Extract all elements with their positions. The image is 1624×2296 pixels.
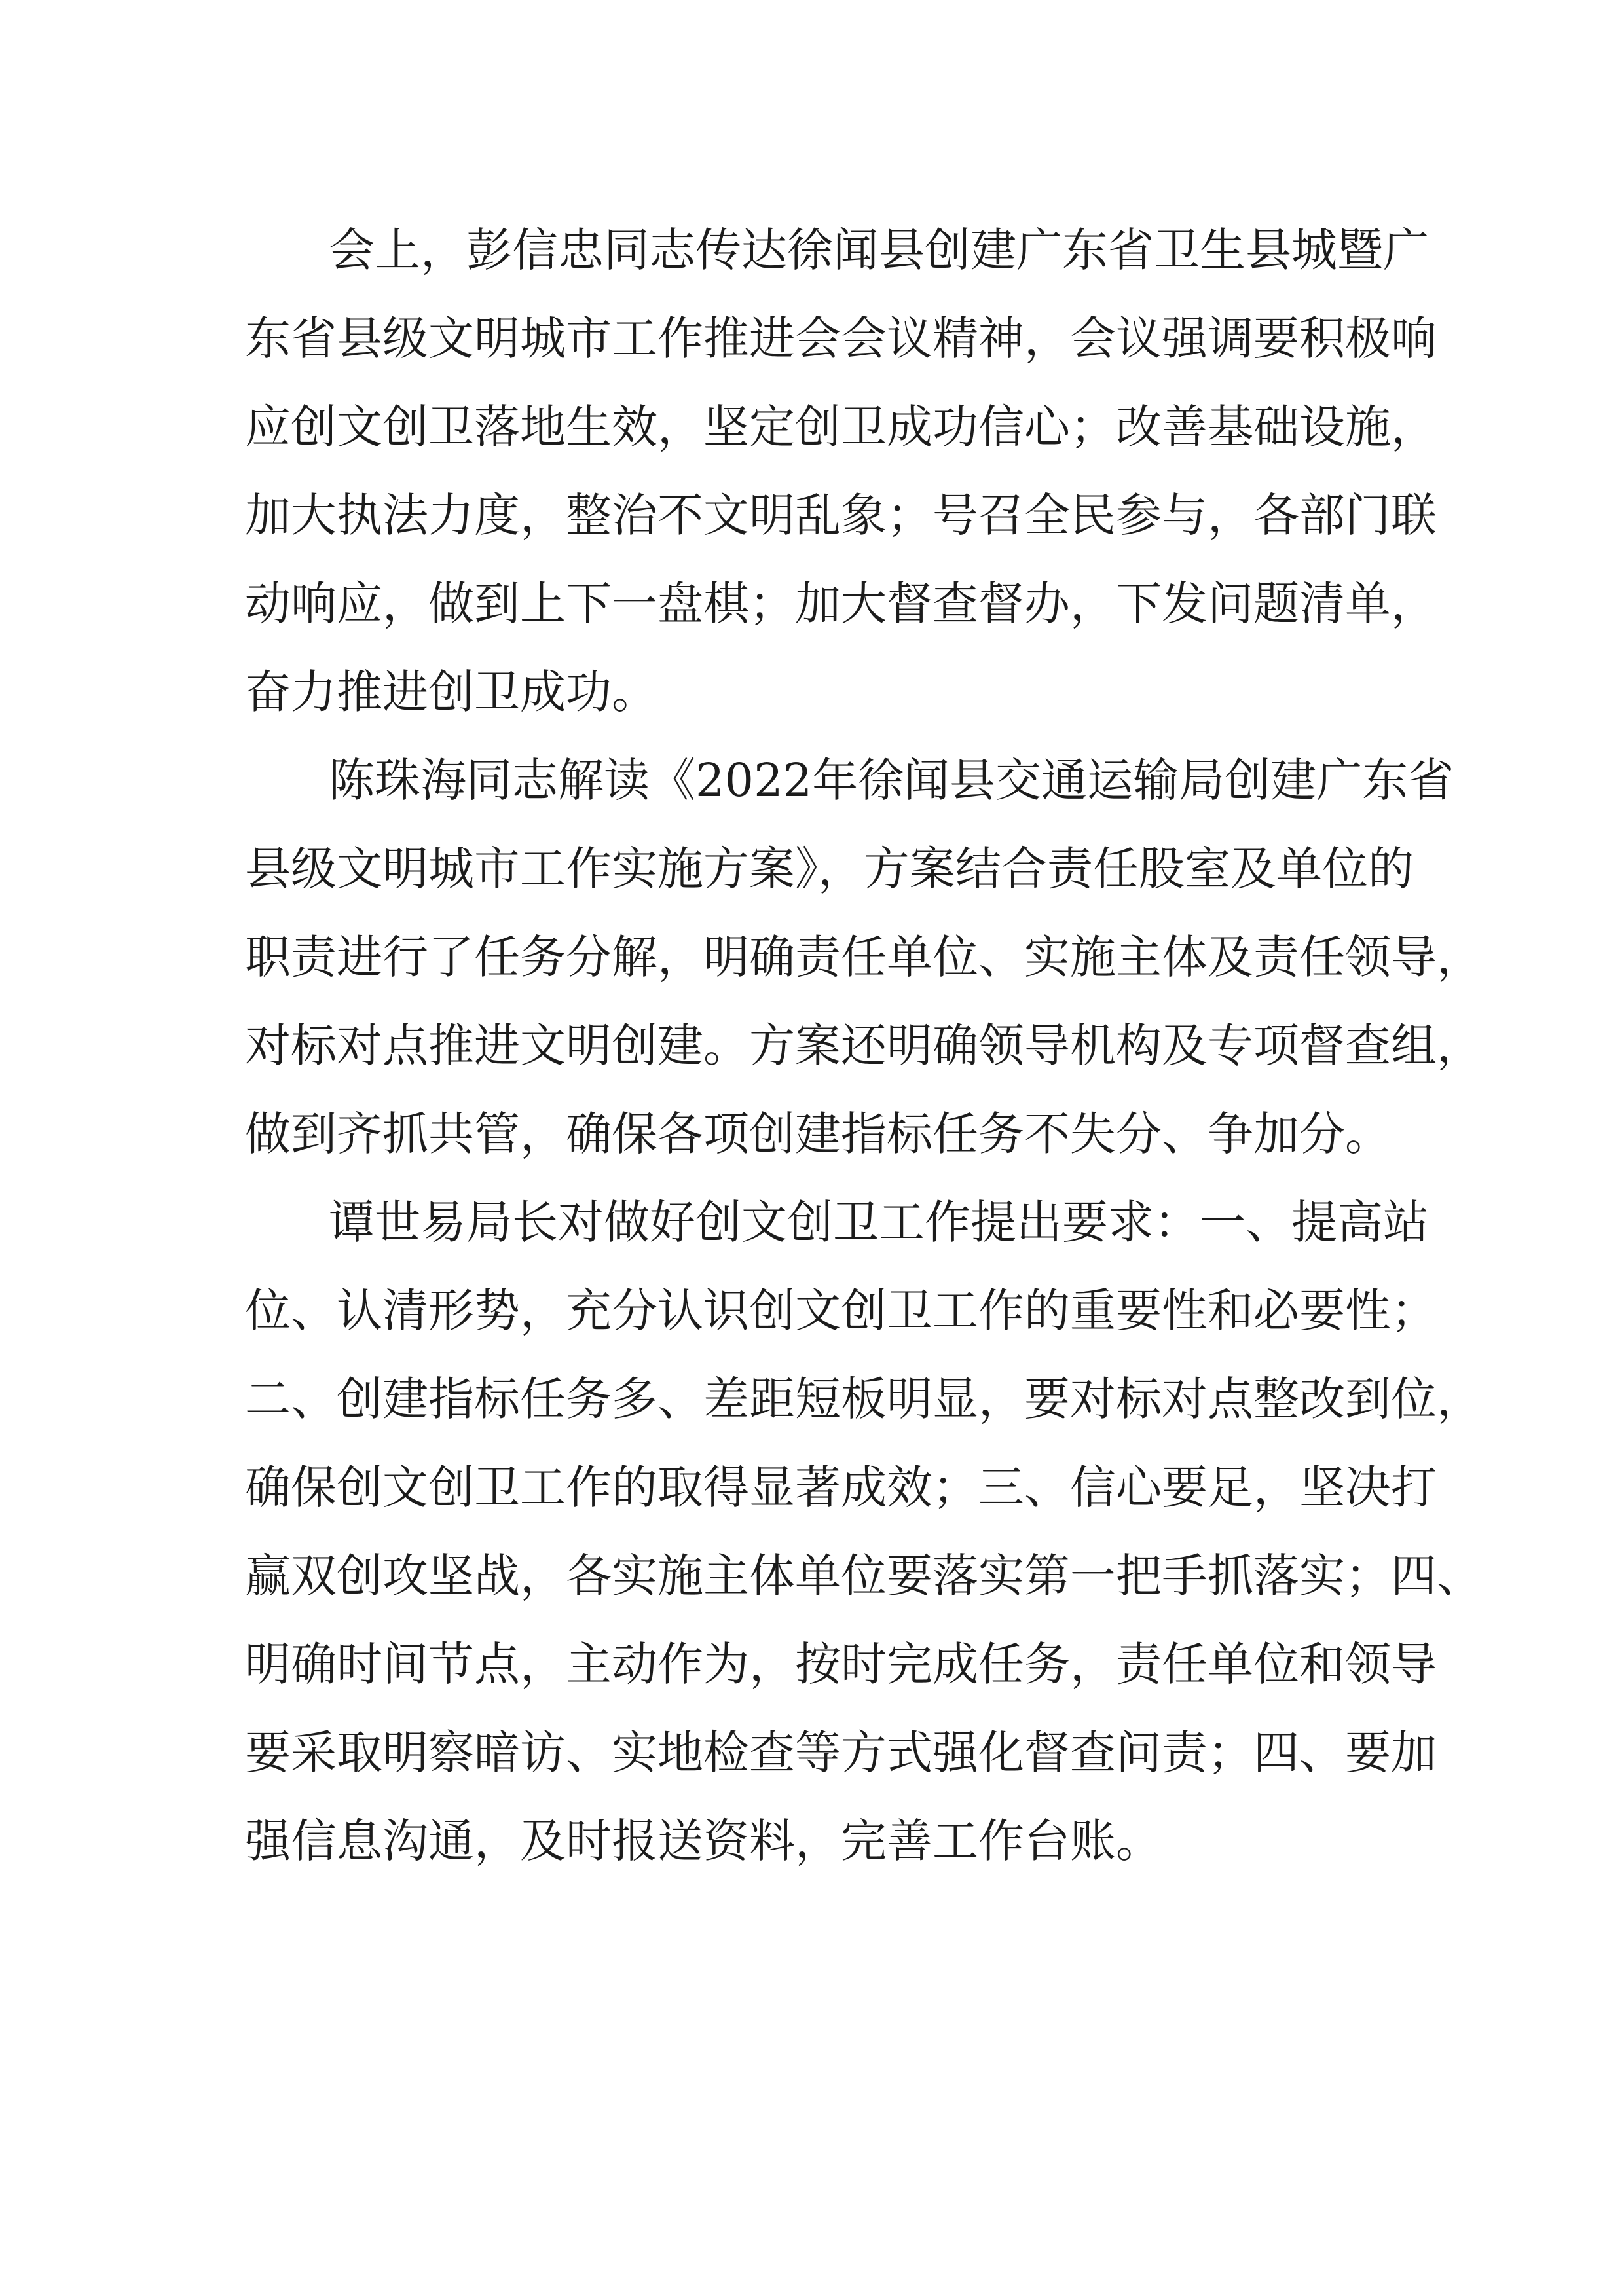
text-line: 明确时间节点，主动作为，按时完成任务，责任单位和领导: [245, 1637, 1437, 1691]
text-line: 职责进行了任务分解，明确责任单位、实施主体及责任领导，: [245, 930, 1483, 984]
paragraph-director-requirements: [245, 1178, 1483, 1886]
text-line: 对标对点推进文明创建。方案还明确领导机构及专项督查组，: [245, 1019, 1483, 1072]
text-line: 要采取明察暗访、实地检查等方式强化督查问责；四、要加: [245, 1726, 1437, 1779]
text-line: 应创文创卫落地生效，坚定创卫成功信心；改善基础设施，: [245, 400, 1437, 454]
text-line: 动响应，做到上下一盘棋；加大督查督办，下发问题清单，: [245, 577, 1437, 630]
document-body: [245, 206, 1483, 1886]
text-line: 位、认清形势，充分认识创文创卫工作的重要性和必要性；: [245, 1284, 1437, 1338]
paragraph-plan-interpretation: [245, 737, 1483, 1178]
text-line: 做到齐抓共管，确保各项创建指标任务不失分、争加分。: [245, 1107, 1391, 1161]
text-line: 强信息沟通，及时报送资料，完善工作台账。: [245, 1814, 1162, 1868]
text-line: 二、创建指标任务多、差距短板明显，要对标对点整改到位，: [245, 1372, 1483, 1426]
text-line: 陈珠海同志解读《2022年徐闻县交通运输局创建广东省: [329, 754, 1454, 807]
paragraph-meeting-summary: [245, 206, 1437, 737]
text-line: 东省县级文明城市工作推进会会议精神，会议强调要积极响: [245, 312, 1437, 365]
text-line: 谭世易局长对做好创文创卫工作提出要求：一、提高站: [329, 1195, 1429, 1249]
text-line: 确保创文创卫工作的取得显著成效；三、信心要足，坚决打: [245, 1461, 1437, 1514]
text-line: 加大执法力度，整治不文明乱象；号召全民参与，各部门联: [245, 488, 1437, 542]
text-line: 县级文明城市工作实施方案》，方案结合责任股室及单位的: [245, 842, 1414, 896]
text-line: 会上，彭信忠同志传达徐闻县创建广东省卫生县城暨广: [329, 223, 1429, 277]
text-line: 赢双创攻坚战，各实施主体单位要落实第一把手抓落实；四、: [245, 1549, 1483, 1603]
text-line: 奋力推进创卫成功。: [245, 665, 657, 719]
